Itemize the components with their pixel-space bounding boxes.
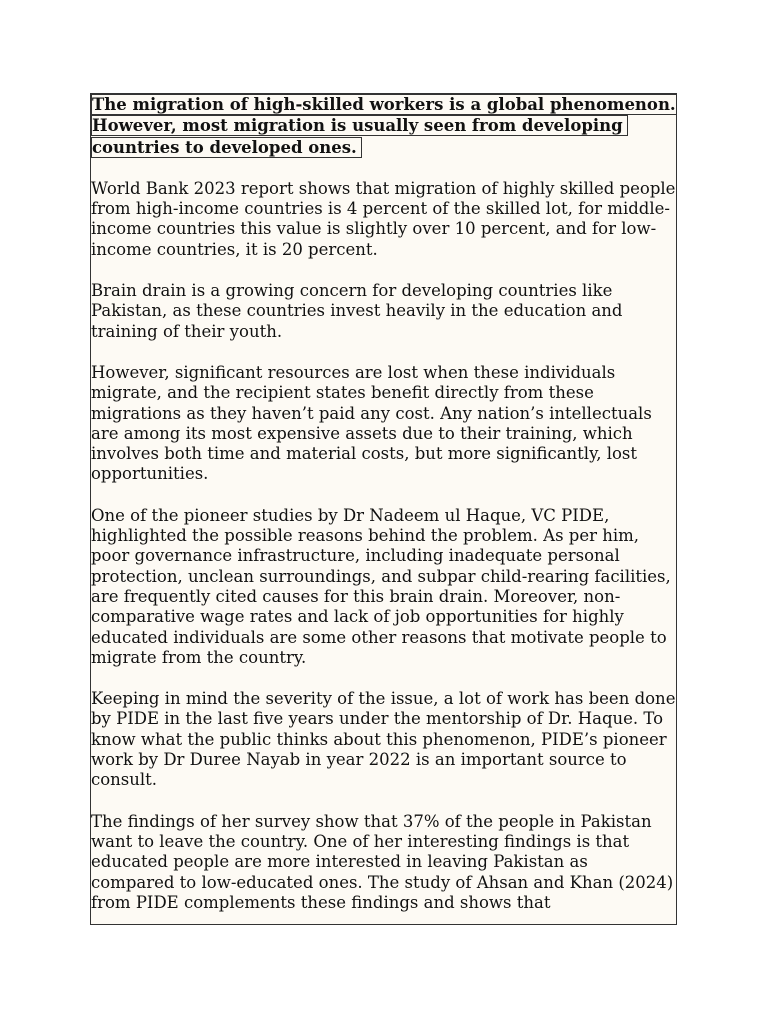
article-paragraph-4: One of the pioneer studies by Dr Nadeem ul Haque, VC PIDE, highlighted the possible reasons behind the problem. As per him, poor governance infrastructure, including inadequate personal protection, unclean surroundings, and subpar child-rearing facilities, are frequently cited causes for this brain drain. Moreover, non-comparative wage rates and lack of job opportunities for highly educated individuals are some other reasons that motivate people to migrate from the country.: [91, 505, 671, 667]
article-frame: [90, 93, 677, 925]
article-paragraph-6: The findings of her survey show that 37% of the people in Pakistan want to leave the country. One of her interesting findings is that educated people are more interested in leaving Pakistan as compared to low-educated ones. The study of Ahsan and Khan (2024) from PIDE complements these findings and shows that: [91, 811, 674, 912]
lead-highlight: The migration of high-skilled workers is a global phenomenon. However, most migration is usually seen from developing countries to developed ones.: [91, 94, 677, 158]
article-paragraph-1: World Bank 2023 report shows that migration of highly skilled people from high-income countries is 4 percent of the skilled lot, for middle-income countries this value is slightly over 10 percent, and for low-income countries, it is 20 percent.: [91, 178, 676, 259]
article-paragraph-5: Keeping in mind the severity of the issue, a lot of work has been done by PIDE in the last five years under the mentorship of Dr. Haque. To know what the public thinks about this phenomenon, PIDE’s pioneer work by Dr Duree Nayab in year 2022 is an important source to consult.: [91, 689, 676, 790]
article-paragraph-3: However, significant resources are lost when these individuals migrate, and the recipient states benefit directly from these migrations as they haven’t paid any cost. Any nation’s intellectuals are among its most expensive assets due to their training, which involves both time and material costs, but more significantly, lost opportunities.: [91, 362, 652, 484]
article-paragraph-2: Brain drain is a growing concern for developing countries like Pakistan, as these countries invest heavily in the education and training of their youth.: [91, 281, 623, 341]
lead-paragraph: [91, 94, 676, 158]
